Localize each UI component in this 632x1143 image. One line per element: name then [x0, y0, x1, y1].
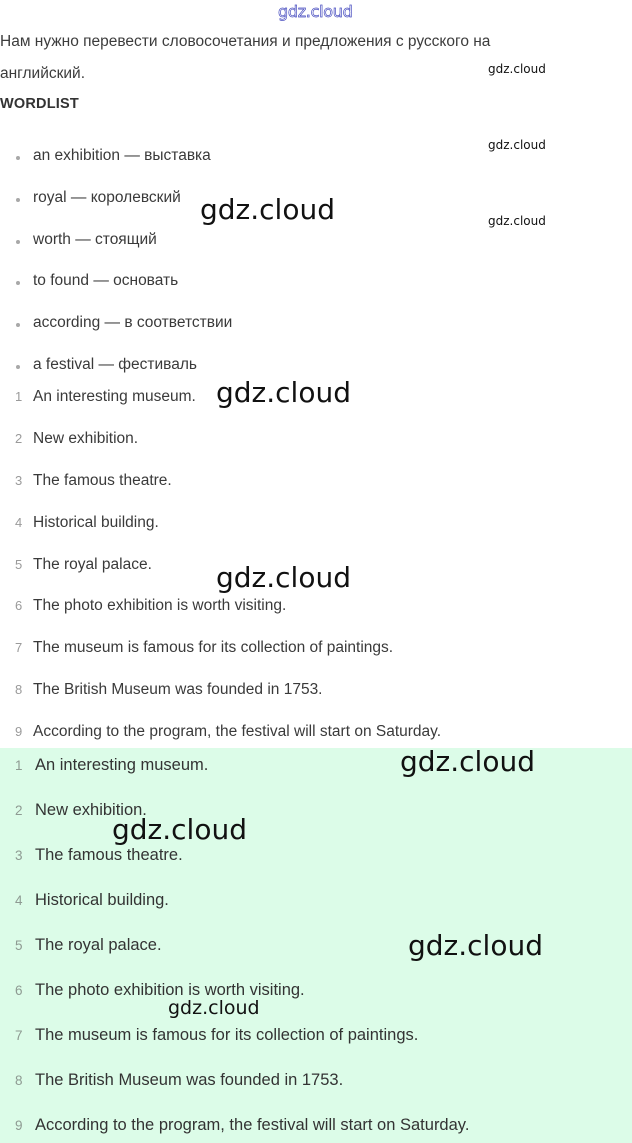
- bullet-icon: [16, 198, 20, 202]
- answer-text: An interesting museum.: [35, 756, 209, 774]
- wordlist-item-text: worth — стоящий: [33, 231, 157, 248]
- item-number: 3: [15, 473, 23, 488]
- item-number: 4: [15, 515, 23, 530]
- watermark: gdz.cloud: [168, 997, 260, 1019]
- watermark: gdz.cloud: [216, 561, 351, 594]
- watermark: gdz.cloud: [112, 813, 247, 846]
- item-number: 2: [15, 431, 23, 446]
- answer-text: The British Museum was founded in 1753.: [35, 1071, 344, 1089]
- sentence-text: The famous theatre.: [33, 472, 172, 489]
- bullet-icon: [16, 365, 20, 369]
- sentence-text: Historical building.: [33, 514, 159, 531]
- wordlist-item-text: royal — королевский: [33, 189, 181, 206]
- item-number: 1: [15, 389, 23, 404]
- watermark: gdz.cloud: [488, 62, 546, 76]
- item-number: 3: [15, 848, 23, 863]
- item-number: 6: [15, 983, 23, 998]
- item-number: 1: [15, 758, 23, 773]
- wordlist-item-text: to found — основать: [33, 272, 179, 289]
- watermark: gdz.cloud: [216, 376, 351, 409]
- item-number: 9: [15, 1118, 23, 1133]
- site-logo[interactable]: gdz.cloud: [278, 2, 353, 21]
- answer-text: Historical building.: [35, 891, 169, 909]
- sentence-text: The museum is famous for its collection of paintings.: [33, 639, 394, 656]
- answer-text: The royal palace.: [35, 936, 162, 954]
- wordlist-heading: WORDLIST: [0, 96, 79, 112]
- watermark: gdz.cloud: [408, 929, 543, 962]
- item-number: 9: [15, 724, 23, 739]
- wordlist-item-text: a festival — фестиваль: [33, 356, 197, 373]
- sentence-text: An interesting museum.: [33, 388, 196, 405]
- item-number: 6: [15, 598, 23, 613]
- sentence-text: The British Museum was founded in 1753.: [33, 681, 323, 698]
- sentence-text: The photo exhibition is worth visiting.: [33, 597, 287, 614]
- watermark: gdz.cloud: [200, 193, 335, 226]
- sentence-text: The royal palace.: [33, 556, 152, 573]
- intro-text-line-1: Нам нужно перевести словосочетания и предложения с русского на: [0, 33, 491, 50]
- sentence-text: New exhibition.: [33, 430, 139, 447]
- answer-text: New exhibition.: [35, 801, 147, 819]
- answer-text: According to the program, the festival will start on Saturday.: [35, 1116, 470, 1134]
- watermark: gdz.cloud: [400, 745, 535, 778]
- answer-text: The photo exhibition is worth visiting.: [35, 981, 305, 999]
- intro-text-line-2: английский.: [0, 65, 86, 82]
- bullet-icon: [16, 281, 20, 285]
- item-number: 4: [15, 893, 23, 908]
- item-number: 7: [15, 640, 23, 655]
- item-number: 8: [15, 682, 23, 697]
- bullet-icon: [16, 240, 20, 244]
- answer-text: The museum is famous for its collection of paintings.: [35, 1026, 419, 1044]
- bullet-icon: [16, 323, 20, 327]
- item-number: 5: [15, 938, 23, 953]
- watermark: gdz.cloud: [488, 138, 546, 152]
- bullet-icon: [16, 156, 20, 160]
- answer-text: The famous theatre.: [35, 846, 183, 864]
- wordlist-item-text: according — в соответствии: [33, 314, 233, 331]
- item-number: 8: [15, 1073, 23, 1088]
- watermark: gdz.cloud: [488, 214, 546, 228]
- sentence-text: According to the program, the festival will start on Saturday.: [33, 723, 442, 740]
- item-number: 2: [15, 803, 23, 818]
- item-number: 5: [15, 557, 23, 572]
- wordlist-item-text: an exhibition — выставка: [33, 147, 211, 164]
- item-number: 7: [15, 1028, 23, 1043]
